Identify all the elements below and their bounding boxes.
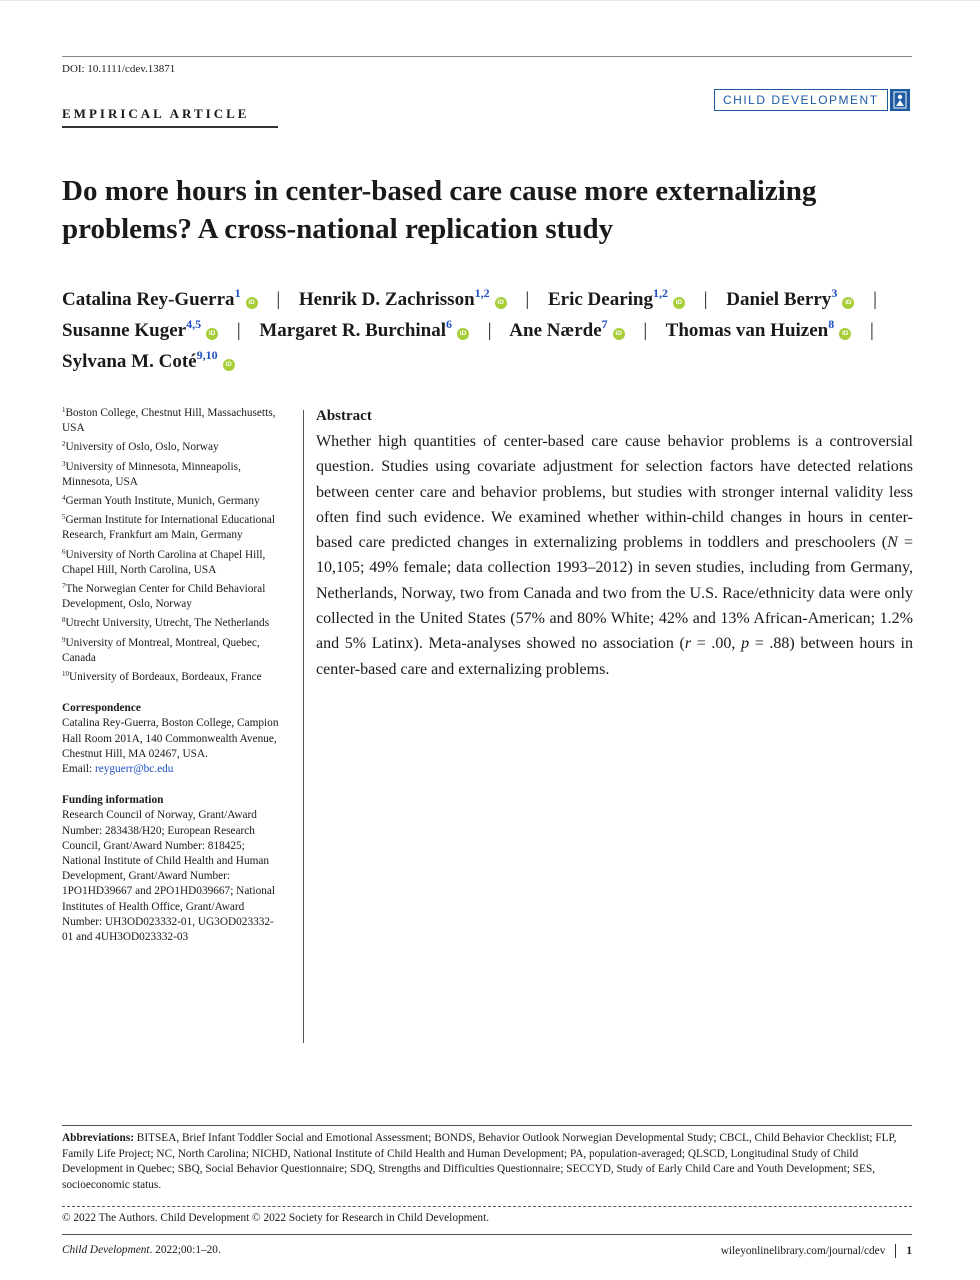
author-affiliation-ref[interactable]: 7 [601, 317, 608, 331]
author-affiliation-ref[interactable]: 1,2 [652, 286, 668, 300]
abbreviations-text: BITSEA, Brief Infant Toddler Social and Emotional Assessment; BONDS, Behavior Outlook Norwegian Developmental Study; CBCL, Child Behavior Checklist; FLP, Family Life Project; NC, North Carolina; NICHD, National Institute of Child Health and Human Development; PA, population-averaged; QLSCD, Longitudinal Study of Child Development in Quebec; SBQ, Social Behavior Questionnaire; SDQ, Strengths and Difficulties Questionnaire; SECCYD, Study of Early Child Care and Youth Development; SES, socioeconomic status. [62, 1132, 897, 1191]
affiliation-item [62, 440, 284, 455]
author-affiliation-ref[interactable]: 9,10 [196, 348, 218, 362]
author [726, 286, 854, 310]
author-affiliation-ref[interactable]: 6 [446, 317, 453, 331]
affiliation-number: 5 [62, 513, 66, 522]
affiliation-text: German Youth Institute, Munich, Germany [65, 495, 260, 508]
author-affiliation-ref[interactable]: 8 [828, 317, 835, 331]
copyright-divider [62, 1206, 912, 1207]
affiliation-item [62, 636, 284, 666]
article-type-label: EMPIRICAL ARTICLE [62, 106, 250, 121]
author-separator: | [487, 320, 492, 341]
author [259, 317, 469, 341]
column-divider [303, 410, 304, 1043]
author-name: Daniel Berry [726, 289, 832, 310]
abbreviations-rule [62, 1125, 912, 1126]
orcid-icon[interactable]: iD [457, 328, 469, 340]
author [62, 286, 258, 310]
orcid-icon[interactable]: iD [246, 297, 258, 309]
author-name: Ane Nærde [509, 320, 602, 341]
footer-separator [895, 1244, 896, 1258]
affiliation-item [62, 616, 284, 631]
author-separator: | [643, 320, 648, 341]
author-name: Sylvana M. Coté [62, 351, 197, 372]
affiliation-number: 4 [62, 494, 66, 503]
orcid-icon[interactable]: iD [223, 359, 235, 371]
orcid-icon[interactable]: iD [495, 297, 507, 309]
author-name: Henrik D. Zachrisson [298, 289, 475, 310]
author-affiliation-ref[interactable]: 4,5 [186, 317, 202, 331]
author-affiliation-ref[interactable]: 1 [234, 286, 241, 300]
affiliation-number: 1 [62, 406, 66, 414]
affiliation-text: University of Bordeaux, Bordeaux, France [69, 671, 262, 684]
orcid-icon[interactable]: iD [839, 328, 851, 340]
correspondence-email-line [62, 762, 284, 777]
footer-journal-name: Child Development [62, 1244, 150, 1256]
author [62, 348, 235, 372]
author-name: Thomas van Huizen [665, 320, 829, 341]
affiliation-text: University of Montreal, Montreal, Quebec, Canada [62, 636, 260, 664]
author-separator: | [703, 289, 708, 310]
author-name: Catalina Rey-Guerra [62, 289, 235, 310]
affiliation-text: University of Oslo, Oslo, Norway [65, 441, 219, 454]
copyright-text: © 2022 The Authors. Child Development © 2022 Society for Research in Child Development. [62, 1212, 490, 1224]
orcid-icon[interactable]: iD [206, 328, 218, 340]
footer-url[interactable]: wileyonlinelibrary.com/journal/cdev [720, 1245, 886, 1257]
header-rule [62, 56, 912, 57]
author-separator: | [525, 289, 530, 310]
funding-heading: Funding information [62, 794, 164, 807]
author [62, 317, 218, 341]
email-label: Email: [62, 763, 93, 776]
author [509, 317, 624, 341]
affiliation-item [62, 406, 284, 436]
affiliation-number: 7 [62, 582, 66, 591]
author-list [62, 284, 922, 377]
author-separator: | [869, 320, 874, 341]
correspondence-body: Catalina Rey-Guerra, Boston College, Campion Hall Room 201A, 140 Commonwealth Avenue, Chestnut Hill, MA 02467, USA. [62, 717, 279, 760]
author-name: Eric Dearing [547, 289, 653, 310]
affiliation-number: 3 [62, 459, 66, 468]
affiliation-number: 10 [62, 670, 69, 679]
affiliation-number: 6 [62, 547, 66, 556]
email-link[interactable]: reyguerr@bc.edu [94, 763, 174, 776]
author [547, 286, 685, 310]
author-separator: | [236, 320, 241, 341]
doi-text: DOI: 10.1111/cdev.13871 [62, 63, 176, 75]
affiliation-text: German Institute for International Educational Research, Frankfurt am Main, Germany [62, 514, 276, 542]
article-type-underline [62, 126, 278, 128]
affiliation-text: Boston College, Chestnut Hill, Massachusetts, USA [62, 407, 276, 435]
affiliation-item [62, 513, 284, 543]
footer-citation [62, 1244, 221, 1256]
funding-body: Research Council of Norway, Grant/Award Number: 283438/H20; European Research Council, Grant/Award Number: 818425; National Institute of Child Health and Human Development, Grant/Award Number: 1PO1HD39667 and 2PO1HD039667; National Institutes of Health Office, Grant/Award Number: UH3OD023332-01, UG3OD023332-01 and 4UH3OD023332-03 [62, 809, 276, 944]
author-name: Susanne Kuger [62, 320, 187, 341]
orcid-icon[interactable]: iD [673, 297, 685, 309]
affiliation-number: 9 [62, 635, 66, 644]
author-separator: | [276, 289, 281, 310]
orcid-icon[interactable]: iD [613, 328, 625, 340]
page-top-border [0, 0, 980, 1]
affiliation-item [62, 494, 284, 509]
abbreviations-label: Abbreviations: [62, 1132, 134, 1144]
author-affiliation-ref[interactable]: 1,2 [474, 286, 490, 300]
abstract-text: Whether high quantities of center-based care cause behavior problems is a controversial question. Studies using covariate adjustment for selection factors have detected relations between center care and behavior problems, but studies with stronger internal validity less often find such evidence. We examined whether within-child changes in hours in center-based care predicted changes in externalizing problems in toddlers and preschoolers (N = 10,105; 49% female; data collection 1993–2012) in seven studies, including from Germany, Netherlands, Norway, two from Canada and two from the U.S. Race/ethnicity data were only collected in the United States (57% and 80% White; 42% and 13% African-American; 1.2% and 5% Latinx). Meta-analyses showed no association (r = .00, p = .88) between hours in center-based care and externalizing problems. [316, 433, 914, 678]
affiliation-text: University of North Carolina at Chapel Hill, Chapel Hill, North Carolina, USA [62, 548, 266, 576]
page-number: 1 [906, 1245, 912, 1257]
affiliation-text: The Norwegian Center for Child Behavioral Development, Oslo, Norway [62, 583, 266, 611]
journal-badge-name: CHILD DEVELOPMENT [714, 89, 888, 111]
journal-badge[interactable] [714, 89, 910, 111]
footer-rule [62, 1234, 912, 1235]
author [298, 286, 507, 310]
affiliation-text: Utrecht University, Utrecht, The Netherlands [65, 617, 270, 630]
affiliation-number: 2 [62, 440, 66, 449]
affiliation-item [62, 582, 284, 612]
affiliation-number: 8 [62, 616, 66, 625]
affiliation-text: University of Minnesota, Minneapolis, Minnesota, USA [62, 460, 241, 488]
affiliation-item [62, 670, 284, 685]
article-title: Do more hours in center-based care cause more externalizing problems? A cross-national replication study [62, 175, 817, 245]
abstract-section [316, 408, 913, 682]
affiliations-list [62, 406, 284, 685]
author-name: Margaret R. Burchinal [259, 320, 447, 341]
correspondence-heading: Correspondence [62, 702, 141, 715]
author-affiliation-ref[interactable]: 3 [831, 286, 838, 300]
journal-logo-icon [890, 89, 910, 111]
orcid-icon[interactable]: iD [842, 297, 854, 309]
footer-right [721, 1244, 912, 1258]
left-column [62, 406, 284, 945]
author [665, 317, 852, 341]
affiliation-item [62, 548, 284, 578]
abbreviations-note [62, 1131, 912, 1193]
abstract-heading: Abstract [316, 408, 372, 424]
author-separator: | [873, 289, 877, 310]
footer-citation-details: . 2022;00:1–20. [149, 1244, 221, 1256]
affiliation-item [62, 460, 284, 490]
